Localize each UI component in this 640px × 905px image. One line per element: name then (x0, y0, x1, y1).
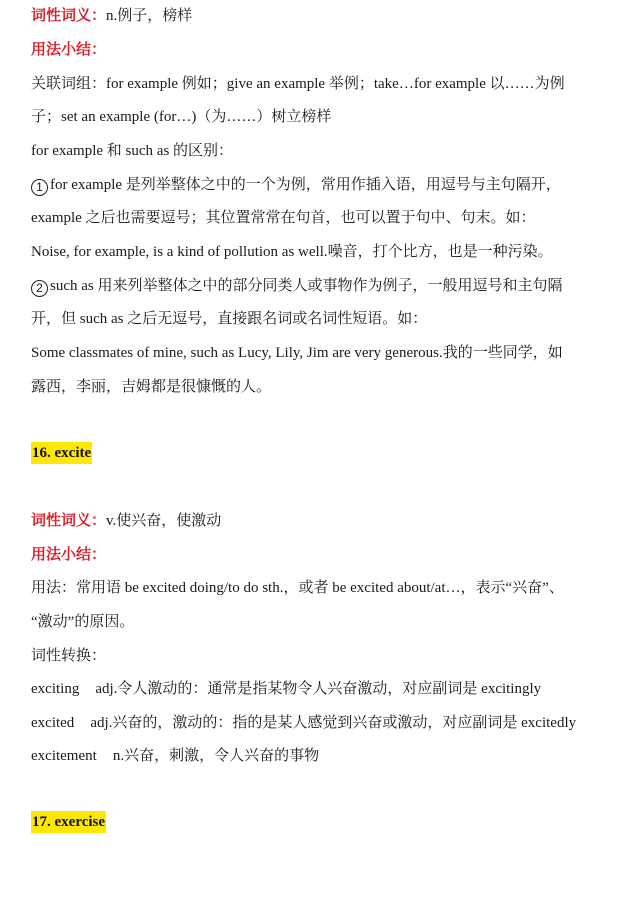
point-2-line-1 (31, 276, 620, 296)
circled-number-1: 1 (31, 179, 48, 196)
point-2-text: such as 用来列举整体之中的部分同类人或事物作为例子，一般用逗号和主句隔 (50, 278, 563, 294)
word-form-desc: n.兴奋，刺激，令人兴奋的事物 (112, 748, 320, 764)
point-1-text: for example 是列举整体之中的一个为例，常用作插入语，用逗号与主句隔开， (50, 177, 561, 193)
point-1-line-2: example 之后也需要逗号；其位置常常在句首，也可以置于句中、句末。如： (31, 210, 536, 226)
word-form-desc: adj.兴奋的，激动的：指的是某人感觉到兴奋或激动，对应副词是 excitedly (90, 715, 577, 731)
phrases-line-2: 子；set an example (for…)（为……）树立榜样 (31, 109, 332, 125)
meaning-line-16 (31, 511, 620, 531)
point-2-example-line-2: 露西，李丽，吉姆都是很慷慨的人。 (31, 379, 272, 395)
word-form-row (31, 713, 620, 733)
word-form-desc: adj.令人激动的：通常是指某物令人兴奋激动，对应副词是 excitingly (95, 681, 542, 697)
usage-label: 用法小结： (31, 547, 107, 563)
word-form-word: excitement (31, 748, 97, 764)
usage-summary-label-16 (31, 545, 620, 565)
meaning-label: 词性词义： (31, 513, 107, 529)
word-form-row (31, 679, 620, 699)
usage-line-2: “激动”的原因。 (31, 614, 135, 630)
meaning-text: v.使兴奋，使激动 (106, 513, 222, 529)
point-1-line-1 (31, 175, 620, 195)
word-form-row (31, 746, 620, 766)
word-form-word: excited (31, 715, 75, 731)
entry-heading-16: 16. excite (31, 442, 92, 464)
usage-summary-label-15 (31, 40, 620, 60)
meaning-label: 词性词义： (31, 8, 107, 24)
usage-label: 用法小结： (31, 42, 107, 58)
meaning-text: n.例子，榜样 (106, 8, 193, 24)
usage-line-1: 用法：常用语 be excited doing/to do sth.，或者 be excited about/at…，表示“兴奋”、 (31, 580, 564, 596)
meaning-line-15 (31, 6, 620, 26)
entry-heading-17: 17. exercise (31, 811, 106, 833)
word-form-word: exciting (31, 681, 80, 697)
compare-title: for example 和 such as 的区别： (31, 143, 234, 159)
phrases-line-1: 关联词组：for example 例如；give an example 举例；take…for example 以……为例 (31, 76, 565, 92)
point-1-example: Noise, for example, is a kind of pollution as well.噪音，打个比方，也是一种污染。 (31, 244, 553, 260)
circled-number-2: 2 (31, 280, 48, 297)
point-2-line-2: 开，但 such as 之后无逗号，直接跟名词或名词性短语。如： (31, 311, 428, 327)
conversion-title: 词性转换： (31, 648, 107, 664)
point-2-example-line-1: Some classmates of mine, such as Lucy, Lily, Jim are very generous.我的一些同学，如 (31, 345, 563, 361)
